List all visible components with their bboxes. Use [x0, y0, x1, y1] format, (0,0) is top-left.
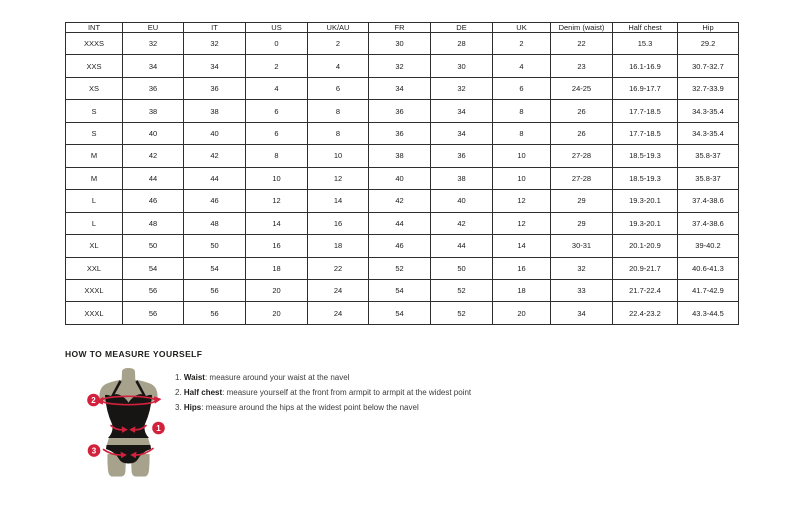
column-header: Hip	[678, 23, 739, 33]
size-cell: 30-31	[551, 235, 613, 257]
size-cell: 4	[308, 55, 369, 77]
size-cell: XXL	[66, 257, 123, 279]
size-cell: 36	[369, 100, 431, 122]
size-cell: 29.2	[678, 33, 739, 55]
size-cell: 54	[123, 257, 184, 279]
size-cell: XL	[66, 235, 123, 257]
size-cell: L	[66, 190, 123, 212]
table-row	[66, 235, 739, 257]
table-row	[66, 279, 739, 301]
size-cell: 16	[246, 235, 308, 257]
size-cell: 44	[431, 235, 493, 257]
column-header: US	[246, 23, 308, 33]
size-cell: 18	[246, 257, 308, 279]
how-to-measure-title: HOW TO MEASURE YOURSELF	[65, 349, 203, 359]
size-cell: 19.3-20.1	[613, 212, 678, 234]
size-cell: XXXL	[66, 279, 123, 301]
table-row	[66, 55, 739, 77]
size-cell: 30	[369, 33, 431, 55]
size-cell: 40	[123, 122, 184, 144]
size-cell: 33	[551, 279, 613, 301]
size-cell: 26	[551, 122, 613, 144]
size-cell: 22	[551, 33, 613, 55]
size-cell: 18.5-19.3	[613, 167, 678, 189]
instruction-number: 3.	[175, 403, 182, 412]
size-cell: 6	[246, 122, 308, 144]
size-cell: 20	[246, 279, 308, 301]
size-cell: 10	[308, 145, 369, 167]
size-cell: 38	[184, 100, 246, 122]
size-cell: 10	[246, 167, 308, 189]
instruction-number: 2.	[175, 388, 182, 397]
size-cell: XXXL	[66, 302, 123, 325]
table-row	[66, 302, 739, 325]
size-cell: 17.7-18.5	[613, 100, 678, 122]
waist-badge-number: 1	[156, 424, 161, 433]
size-cell: 26	[551, 100, 613, 122]
size-cell: 35.8-37	[678, 167, 739, 189]
column-header: FR	[369, 23, 431, 33]
size-cell: 12	[493, 212, 551, 234]
size-cell: L	[66, 212, 123, 234]
size-cell: 19.3-20.1	[613, 190, 678, 212]
table-row	[66, 145, 739, 167]
size-cell: 42	[369, 190, 431, 212]
instruction-label: Half chest	[183, 388, 223, 397]
size-cell: 14	[308, 190, 369, 212]
column-header: IT	[184, 23, 246, 33]
size-cell: 32	[123, 33, 184, 55]
size-cell: 36	[369, 122, 431, 144]
size-cell: 24-25	[551, 77, 613, 99]
size-cell: 42	[123, 145, 184, 167]
size-cell: 41.7-42.9	[678, 279, 739, 301]
size-cell: 30.7-32.7	[678, 55, 739, 77]
size-cell: 52	[369, 257, 431, 279]
hip-badge-number: 3	[91, 446, 97, 456]
chest-badge-number: 2	[91, 396, 96, 405]
size-cell: 32	[431, 77, 493, 99]
size-cell: S	[66, 100, 123, 122]
size-cell: 28	[431, 33, 493, 55]
size-cell: 30	[431, 55, 493, 77]
size-cell: 44	[123, 167, 184, 189]
size-cell: 12	[493, 190, 551, 212]
instruction-text: : measure yourself at the front from armpit to armpit at the widest point	[222, 388, 472, 397]
size-cell: 50	[123, 235, 184, 257]
size-cell: 40	[184, 122, 246, 144]
size-cell: 44	[369, 212, 431, 234]
size-cell: 32.7-33.9	[678, 77, 739, 99]
size-cell: 10	[493, 145, 551, 167]
size-cell: 40	[431, 190, 493, 212]
size-cell: XS	[66, 77, 123, 99]
size-cell: 8	[308, 122, 369, 144]
size-cell: 38	[123, 100, 184, 122]
size-cell: 50	[184, 235, 246, 257]
size-cell: 18.5-19.3	[613, 145, 678, 167]
size-cell: 34	[431, 100, 493, 122]
table-row	[66, 122, 739, 144]
size-cell: 38	[369, 145, 431, 167]
instruction-number: 1.	[175, 373, 182, 382]
size-cell: 2	[246, 55, 308, 77]
size-cell: 6	[246, 100, 308, 122]
size-cell: 8	[493, 122, 551, 144]
size-cell: 22	[308, 257, 369, 279]
size-cell: 54	[369, 302, 431, 325]
size-cell: 54	[369, 279, 431, 301]
size-cell: XXXS	[66, 33, 123, 55]
size-cell: 34.3-35.4	[678, 122, 739, 144]
size-cell: 34	[431, 122, 493, 144]
size-cell: 46	[184, 190, 246, 212]
size-cell: 21.7-22.4	[613, 279, 678, 301]
size-cell: 48	[184, 212, 246, 234]
instruction-label: Waist	[183, 373, 205, 382]
size-cell: 52	[431, 302, 493, 325]
size-cell: 34	[184, 55, 246, 77]
size-cell: 12	[308, 167, 369, 189]
instruction-label: Hips	[183, 403, 202, 412]
size-cell: 43.3-44.5	[678, 302, 739, 325]
size-cell: 23	[551, 55, 613, 77]
instruction-waist	[175, 370, 471, 385]
size-cell: 15.3	[613, 33, 678, 55]
size-cell: 10	[493, 167, 551, 189]
size-cell: 35.8-37	[678, 145, 739, 167]
size-cell: 56	[184, 279, 246, 301]
table-row	[66, 77, 739, 99]
size-cell: 20.9-21.7	[613, 257, 678, 279]
column-header: DE	[431, 23, 493, 33]
size-cell: 39-40.2	[678, 235, 739, 257]
size-cell: 22.4-23.2	[613, 302, 678, 325]
size-cell: 27-28	[551, 167, 613, 189]
size-cell: 32	[184, 33, 246, 55]
size-cell: 24	[308, 302, 369, 325]
size-cell: 56	[184, 302, 246, 325]
size-cell: 0	[246, 33, 308, 55]
table-row	[66, 190, 739, 212]
size-cell: 4	[493, 55, 551, 77]
size-cell: 8	[308, 100, 369, 122]
size-table-header-row	[66, 23, 739, 33]
size-cell: 29	[551, 212, 613, 234]
size-cell: 4	[246, 77, 308, 99]
size-cell: 8	[493, 100, 551, 122]
column-header: EU	[123, 23, 184, 33]
size-cell: 46	[369, 235, 431, 257]
size-cell: 24	[308, 279, 369, 301]
instruction-text: : measure around the hips at the widest point below the navel	[201, 403, 419, 412]
size-cell: 34	[123, 55, 184, 77]
size-chart-table	[65, 22, 739, 325]
table-row	[66, 167, 739, 189]
size-cell: 20	[493, 302, 551, 325]
size-cell: XXS	[66, 55, 123, 77]
size-cell: 2	[308, 33, 369, 55]
size-cell: 16.1-16.9	[613, 55, 678, 77]
table-row	[66, 212, 739, 234]
size-cell: 42	[431, 212, 493, 234]
size-cell: 6	[308, 77, 369, 99]
size-cell: 18	[308, 235, 369, 257]
size-cell: 6	[493, 77, 551, 99]
table-row	[66, 257, 739, 279]
size-cell: 37.4-38.6	[678, 190, 739, 212]
instruction-text: : measure around your waist at the navel	[204, 373, 350, 382]
column-header: UK	[493, 23, 551, 33]
size-cell: M	[66, 145, 123, 167]
size-cell: 42	[184, 145, 246, 167]
size-cell: 20	[246, 302, 308, 325]
size-cell: 16.9-17.7	[613, 77, 678, 99]
size-cell: 46	[123, 190, 184, 212]
size-cell: 36	[431, 145, 493, 167]
column-header: INT	[66, 23, 123, 33]
size-cell: 50	[431, 257, 493, 279]
column-header: Half chest	[613, 23, 678, 33]
instruction-hips	[175, 400, 471, 415]
size-cell: 36	[184, 77, 246, 99]
mannequin-illustration-icon	[82, 366, 188, 478]
table-row	[66, 100, 739, 122]
chest-arrow-right	[154, 396, 162, 404]
size-cell: 14	[493, 235, 551, 257]
size-cell: 44	[184, 167, 246, 189]
size-cell: 32	[551, 257, 613, 279]
size-cell: S	[66, 122, 123, 144]
size-cell: 16	[493, 257, 551, 279]
size-cell: 38	[431, 167, 493, 189]
size-cell: 40	[369, 167, 431, 189]
size-cell: 52	[431, 279, 493, 301]
column-header: UK/AU	[308, 23, 369, 33]
size-cell: 34	[551, 302, 613, 325]
size-cell: 56	[123, 279, 184, 301]
size-cell: 34	[369, 77, 431, 99]
size-cell: 40.6-41.3	[678, 257, 739, 279]
size-cell: 20.1-20.9	[613, 235, 678, 257]
size-cell: 29	[551, 190, 613, 212]
size-cell: 17.7-18.5	[613, 122, 678, 144]
size-cell: 32	[369, 55, 431, 77]
size-cell: 8	[246, 145, 308, 167]
size-cell: 18	[493, 279, 551, 301]
size-cell: 27-28	[551, 145, 613, 167]
size-cell: M	[66, 167, 123, 189]
instruction-half-chest	[175, 385, 471, 400]
size-cell: 37.4-38.6	[678, 212, 739, 234]
size-cell: 2	[493, 33, 551, 55]
size-cell: 56	[123, 302, 184, 325]
size-cell: 36	[123, 77, 184, 99]
size-cell: 14	[246, 212, 308, 234]
size-cell: 34.3-35.4	[678, 100, 739, 122]
measurement-figure	[82, 366, 188, 478]
table-row	[66, 33, 739, 55]
size-cell: 16	[308, 212, 369, 234]
size-cell: 48	[123, 212, 184, 234]
measuring-instructions	[175, 370, 471, 415]
size-cell: 54	[184, 257, 246, 279]
size-cell: 12	[246, 190, 308, 212]
column-header: Denim (waist)	[551, 23, 613, 33]
